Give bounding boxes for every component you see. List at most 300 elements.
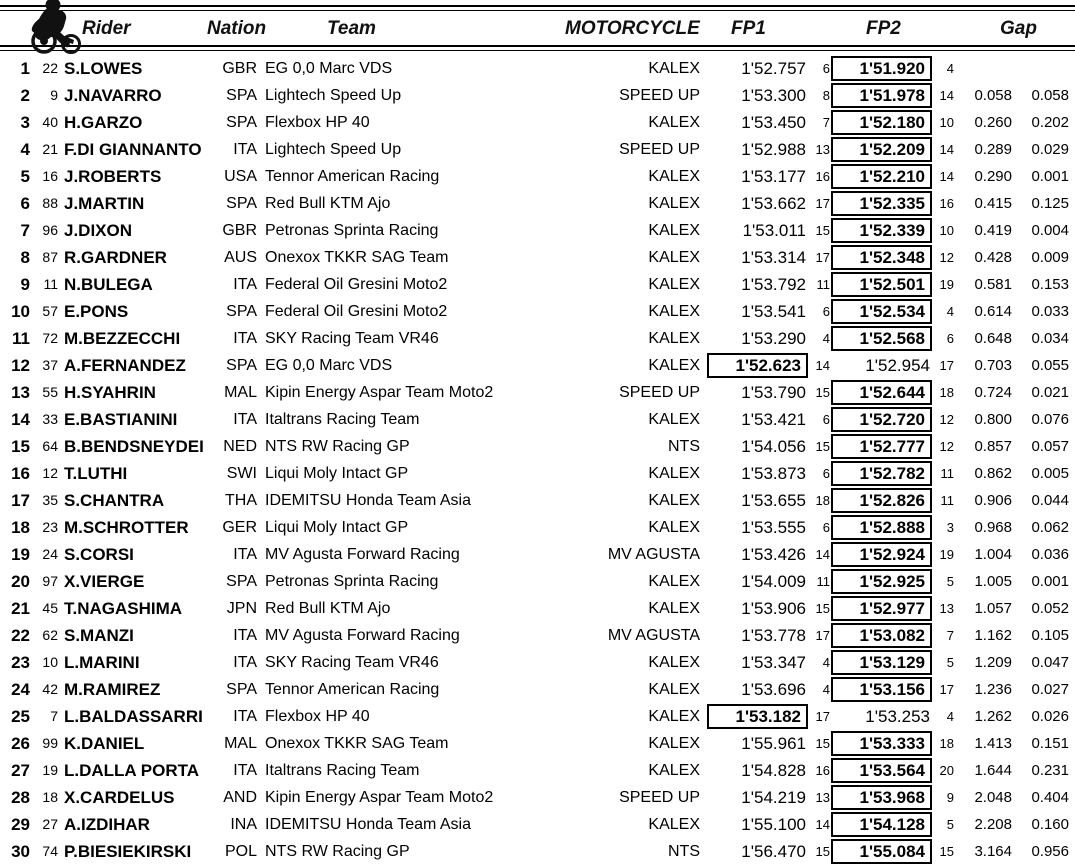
rider-name[interactable]: J.NAVARRO <box>64 86 162 105</box>
fp2-lap-number: 14 <box>939 88 954 103</box>
fp2-time: 1'52.925 <box>831 569 932 594</box>
column-header-nation: Nation <box>207 18 267 39</box>
gap-to-leader: 0.968 <box>974 519 1012 536</box>
fp2-lap-number: 13 <box>939 601 954 616</box>
table-row[interactable] <box>0 730 1075 757</box>
fp2-lap-number: 4 <box>946 304 954 319</box>
rider-nation: SPA <box>226 357 257 374</box>
rider-team: Onexox TKKR SAG Team <box>265 249 449 266</box>
rider-name[interactable]: N.BULEGA <box>64 275 153 294</box>
rider-name[interactable]: J.ROBERTS <box>64 167 162 186</box>
row-position: 30 <box>11 842 30 861</box>
fp2-lap-number: 11 <box>940 493 954 508</box>
motorcycle-make: MV AGUSTA <box>607 627 700 644</box>
fp1-time: 1'53.906 <box>741 599 806 618</box>
gap-to-previous: 0.105 <box>1031 627 1069 644</box>
rider-name[interactable]: A.FERNANDEZ <box>64 356 186 375</box>
rider-number: 62 <box>42 627 58 643</box>
gap-to-leader: 0.058 <box>974 87 1012 104</box>
fp1-time: 1'53.541 <box>741 302 806 321</box>
fp2-time: 1'52.210 <box>831 164 932 189</box>
table-row[interactable] <box>0 325 1075 352</box>
rider-number: 27 <box>42 816 58 832</box>
rider-team: IDEMITSU Honda Team Asia <box>265 492 472 509</box>
rider-number: 74 <box>42 843 58 859</box>
fp1-lap-number: 6 <box>822 520 830 535</box>
rider-nation: ITA <box>233 708 257 725</box>
fp2-time: 1'51.978 <box>831 83 932 108</box>
rider-name[interactable]: H.SYAHRIN <box>64 383 156 402</box>
row-position: 22 <box>11 626 30 645</box>
fp2-time: 1'54.128 <box>831 812 932 837</box>
gap-to-leader: 1.644 <box>974 762 1012 779</box>
fp1-lap-number: 14 <box>815 358 830 373</box>
table-row[interactable] <box>0 190 1075 217</box>
rider-team: IDEMITSU Honda Team Asia <box>265 816 472 833</box>
row-position: 27 <box>11 761 30 780</box>
rider-nation: AUS <box>224 249 257 266</box>
rider-number: 12 <box>42 465 58 481</box>
column-header-fp1: FP1 <box>731 18 766 39</box>
fp2-time: 1'52.954 <box>865 356 930 375</box>
fp2-lap-number: 19 <box>939 547 954 562</box>
motorcycle-make: SPEED UP <box>619 384 700 401</box>
motorcycle-make: SPEED UP <box>619 789 700 806</box>
rider-name[interactable]: S.CORSI <box>64 545 134 564</box>
fp2-time: 1'52.782 <box>831 461 932 486</box>
motorcycle-make: KALEX <box>648 276 700 293</box>
rider-number: 55 <box>42 384 58 400</box>
fp2-time: 1'53.333 <box>831 731 932 756</box>
fp2-time: 1'55.084 <box>831 839 932 864</box>
fp2-lap-number: 4 <box>946 61 954 76</box>
table-row[interactable] <box>0 136 1075 163</box>
rider-name[interactable]: S.CHANTRA <box>64 491 165 510</box>
rider-nation: SPA <box>226 195 257 212</box>
row-position: 12 <box>11 356 30 375</box>
gap-to-previous: 0.033 <box>1031 303 1069 320</box>
gap-to-previous: 0.001 <box>1031 573 1069 590</box>
fp2-time: 1'52.348 <box>831 245 932 270</box>
fp2-time: 1'52.180 <box>831 110 932 135</box>
fp2-lap-number: 10 <box>939 223 954 238</box>
fp1-lap-number: 4 <box>822 331 830 346</box>
rider-number: 23 <box>42 519 58 535</box>
rider-number: 21 <box>42 141 58 157</box>
gap-to-leader: 0.289 <box>974 141 1012 158</box>
motorcycle-make: KALEX <box>648 249 700 266</box>
rider-name[interactable]: L.DALLA PORTA <box>64 761 200 780</box>
row-position: 14 <box>11 410 30 429</box>
fp2-lap-number: 16 <box>939 196 954 211</box>
motorcycle-make: KALEX <box>648 654 700 671</box>
rider-nation: MAL <box>224 735 257 752</box>
table-row[interactable] <box>0 811 1075 838</box>
fp2-lap-number: 18 <box>939 385 954 400</box>
rider-nation: THA <box>225 492 257 509</box>
row-position: 10 <box>11 302 30 321</box>
table-row[interactable] <box>0 514 1075 541</box>
fp2-lap-number: 14 <box>939 169 954 184</box>
fp1-lap-number: 6 <box>822 304 830 319</box>
fp1-time: 1'53.347 <box>741 653 806 672</box>
row-position: 18 <box>11 518 30 537</box>
fp1-lap-number: 15 <box>815 844 830 859</box>
fp2-time: 1'52.977 <box>831 596 932 621</box>
rider-name[interactable]: J.MARTIN <box>64 194 145 213</box>
fp1-lap-number: 13 <box>815 142 830 157</box>
rider-number: 33 <box>42 411 58 427</box>
rider-nation: ITA <box>233 276 257 293</box>
fp2-lap-number: 11 <box>940 466 954 481</box>
row-position: 2 <box>20 86 30 105</box>
rider-team: NTS RW Racing GP <box>265 438 410 455</box>
row-position: 6 <box>20 194 30 213</box>
fp1-lap-number: 14 <box>815 547 830 562</box>
gap-to-leader: 1.004 <box>974 546 1012 563</box>
rider-number: 9 <box>50 87 58 103</box>
fp2-time: 1'52.644 <box>831 380 932 405</box>
fp1-time: 1'54.828 <box>741 761 806 780</box>
table-row[interactable] <box>0 703 1075 730</box>
rider-number: 64 <box>42 438 58 454</box>
fp1-lap-number: 15 <box>815 736 830 751</box>
rider-team: Italtrans Racing Team <box>265 762 420 779</box>
gap-to-previous: 0.151 <box>1031 735 1069 752</box>
row-position: 11 <box>12 329 30 348</box>
fp2-lap-number: 19 <box>939 277 954 292</box>
table-row[interactable] <box>0 82 1075 109</box>
motorcycle-rider-icon <box>24 0 86 55</box>
table-row[interactable] <box>0 622 1075 649</box>
rider-team: Red Bull KTM Ajo <box>265 195 391 212</box>
rider-team: Liqui Moly Intact GP <box>265 519 409 536</box>
row-position: 3 <box>20 113 30 132</box>
gap-to-leader <box>962 55 1012 82</box>
table-row[interactable] <box>0 649 1075 676</box>
gap-to-leader: 0.703 <box>974 357 1012 374</box>
gap-to-leader: 0.415 <box>974 195 1012 212</box>
fp1-time: 1'53.011 <box>742 221 806 240</box>
rider-name[interactable]: M.BEZZECCHI <box>64 329 181 348</box>
fp1-lap-number: 6 <box>822 466 830 481</box>
rider-name[interactable]: T.NAGASHIMA <box>64 599 183 618</box>
table-row[interactable] <box>0 676 1075 703</box>
gap-to-previous: 0.052 <box>1031 600 1069 617</box>
fp1-lap-number: 7 <box>822 115 830 130</box>
rider-name[interactable]: A.IZDIHAR <box>64 815 150 834</box>
rider-nation: ITA <box>233 654 257 671</box>
rider-team: Lightech Speed Up <box>265 141 402 158</box>
rider-team: Tennor American Racing <box>265 681 440 698</box>
fp1-lap-number: 11 <box>816 574 830 589</box>
row-position: 9 <box>20 275 30 294</box>
fp1-time: 1'53.792 <box>741 275 806 294</box>
motorcycle-make: KALEX <box>648 708 700 725</box>
gap-to-previous: 0.202 <box>1031 114 1069 131</box>
rider-team: Liqui Moly Intact GP <box>265 465 409 482</box>
fp2-lap-number: 18 <box>939 736 954 751</box>
fp1-lap-number: 14 <box>815 817 830 832</box>
table-row[interactable] <box>0 244 1075 271</box>
motorcycle-make: MV AGUSTA <box>607 546 700 563</box>
fp1-lap-number: 16 <box>815 763 830 778</box>
row-position: 28 <box>11 788 30 807</box>
gap-to-leader: 2.208 <box>974 816 1012 833</box>
rider-team: Flexbox HP 40 <box>265 708 370 725</box>
fp1-lap-number: 16 <box>815 169 830 184</box>
table-row[interactable] <box>0 433 1075 460</box>
gap-to-previous: 0.160 <box>1031 816 1069 833</box>
fp1-time: 1'53.182 <box>707 704 808 729</box>
rider-nation: ITA <box>233 330 257 347</box>
motorcycle-make: KALEX <box>648 357 700 374</box>
gap-to-leader: 1.057 <box>974 600 1012 617</box>
motorcycle-make: NTS <box>668 843 700 860</box>
column-header-fp2: FP2 <box>866 18 901 39</box>
row-position: 16 <box>11 464 30 483</box>
rider-name[interactable]: S.MANZI <box>64 626 134 645</box>
rider-team: Federal Oil Gresini Moto2 <box>265 303 448 320</box>
fp2-time: 1'53.129 <box>831 650 932 675</box>
rider-name[interactable]: X.VIERGE <box>64 572 145 591</box>
rider-number: 10 <box>42 654 58 670</box>
table-row[interactable] <box>0 568 1075 595</box>
motorcycle-make: KALEX <box>648 573 700 590</box>
row-position: 15 <box>11 437 30 456</box>
fp2-lap-number: 15 <box>939 844 954 859</box>
motorcycle-make: NTS <box>668 438 700 455</box>
rider-nation: SPA <box>226 573 257 590</box>
rider-team: EG 0,0 Marc VDS <box>265 357 393 374</box>
motorcycle-make: KALEX <box>648 411 700 428</box>
fp2-time: 1'52.568 <box>831 326 932 351</box>
rider-name[interactable]: J.DIXON <box>64 221 133 240</box>
results-rows <box>0 55 1075 865</box>
table-row[interactable] <box>0 487 1075 514</box>
row-position: 5 <box>20 167 30 186</box>
fp1-time: 1'53.873 <box>741 464 806 483</box>
fp1-time: 1'52.988 <box>741 140 806 159</box>
table-row[interactable] <box>0 163 1075 190</box>
fp2-time: 1'52.501 <box>831 272 932 297</box>
rider-name[interactable]: E.PONS <box>64 302 129 321</box>
column-header-rider: Rider <box>82 18 131 39</box>
rider-nation: SPA <box>226 303 257 320</box>
row-position: 4 <box>20 140 30 159</box>
motorcycle-make: KALEX <box>648 330 700 347</box>
table-row[interactable] <box>0 595 1075 622</box>
rider-team: SKY Racing Team VR46 <box>265 654 439 671</box>
table-row[interactable] <box>0 217 1075 244</box>
rider-number: 24 <box>42 546 58 562</box>
rider-number: 40 <box>42 114 58 130</box>
table-row[interactable] <box>0 757 1075 784</box>
rider-name[interactable]: X.CARDELUS <box>64 788 175 807</box>
motorcycle-make: KALEX <box>648 222 700 239</box>
fp2-lap-number: 7 <box>946 628 954 643</box>
fp1-time: 1'53.778 <box>741 626 806 645</box>
fp2-lap-number: 12 <box>939 250 954 265</box>
row-position: 29 <box>11 815 30 834</box>
gap-to-leader: 0.648 <box>974 330 1012 347</box>
motorcycle-make: KALEX <box>648 60 700 77</box>
table-row[interactable] <box>0 460 1075 487</box>
motorcycle-make: KALEX <box>648 492 700 509</box>
rider-name[interactable]: F.DI GIANNANTO <box>64 140 202 159</box>
fp1-time: 1'55.100 <box>741 815 806 834</box>
fp1-lap-number: 15 <box>815 601 830 616</box>
fp2-lap-number: 9 <box>946 790 954 805</box>
motorcycle-make: KALEX <box>648 465 700 482</box>
fp1-time: 1'52.757 <box>741 59 806 78</box>
motorcycle-make: KALEX <box>648 519 700 536</box>
rider-nation: NED <box>223 438 257 455</box>
rider-nation: ITA <box>233 141 257 158</box>
row-position: 20 <box>11 572 30 591</box>
fp2-time: 1'52.924 <box>831 542 932 567</box>
table-row[interactable] <box>0 838 1075 865</box>
rider-number: 57 <box>42 303 58 319</box>
motorcycle-make: KALEX <box>648 762 700 779</box>
gap-to-previous: 0.125 <box>1031 195 1069 212</box>
fp1-time: 1'54.219 <box>741 788 806 807</box>
rider-name[interactable]: B.BENDSNEYDEI <box>64 437 204 456</box>
gap-to-leader: 1.162 <box>974 627 1012 644</box>
gap-to-previous: 0.044 <box>1031 492 1069 509</box>
rider-name[interactable]: L.BALDASSARRI <box>64 707 203 726</box>
rider-nation: JPN <box>226 600 257 617</box>
fp1-time: 1'53.300 <box>741 86 806 105</box>
rider-name[interactable]: S.LOWES <box>64 59 143 78</box>
rider-nation: POL <box>224 843 257 860</box>
rider-name[interactable]: T.LUTHI <box>64 464 128 483</box>
table-row[interactable] <box>0 352 1075 379</box>
rider-team: MV Agusta Forward Racing <box>265 627 460 644</box>
rider-nation: ITA <box>233 546 257 563</box>
rider-number: 72 <box>42 330 58 346</box>
gap-to-leader: 3.164 <box>974 843 1012 860</box>
fp2-time: 1'52.720 <box>831 407 932 432</box>
row-position: 24 <box>11 680 30 699</box>
fp1-time: 1'53.177 <box>741 167 806 186</box>
rider-name[interactable]: L.MARINI <box>64 653 140 672</box>
table-row[interactable] <box>0 784 1075 811</box>
rider-nation: MAL <box>224 384 257 401</box>
rider-name[interactable]: M.SCHROTTER <box>64 518 189 537</box>
rider-number: 22 <box>42 60 58 76</box>
gap-to-previous: 0.057 <box>1031 438 1069 455</box>
rider-name[interactable]: H.GARZO <box>64 113 143 132</box>
rider-nation: GER <box>222 519 257 536</box>
rider-team: Kipin Energy Aspar Team Moto2 <box>265 789 494 806</box>
fp1-lap-number: 13 <box>815 790 830 805</box>
fp1-time: 1'56.470 <box>741 842 806 861</box>
rider-nation: GBR <box>222 60 257 77</box>
gap-to-leader: 0.290 <box>974 168 1012 185</box>
fp2-lap-number: 3 <box>946 520 954 535</box>
fp1-lap-number: 15 <box>815 385 830 400</box>
rider-name[interactable]: M.RAMIREZ <box>64 680 161 699</box>
gap-to-leader: 0.260 <box>974 114 1012 131</box>
fp1-lap-number: 11 <box>816 277 830 292</box>
rider-name[interactable]: E.BASTIANINI <box>64 410 178 429</box>
rider-team: Onexox TKKR SAG Team <box>265 735 449 752</box>
rider-name[interactable]: R.GARDNER <box>64 248 167 267</box>
gap-to-previous: 0.026 <box>1031 708 1069 725</box>
fp1-time: 1'53.790 <box>741 383 806 402</box>
fp1-lap-number: 4 <box>822 655 830 670</box>
motorcycle-make: KALEX <box>648 600 700 617</box>
gap-to-previous <box>1019 55 1069 82</box>
fp2-time: 1'52.335 <box>831 191 932 216</box>
row-position: 25 <box>11 707 30 726</box>
table-row[interactable] <box>0 109 1075 136</box>
fp2-time: 1'53.156 <box>831 677 932 702</box>
gap-to-leader: 0.724 <box>974 384 1012 401</box>
rider-nation: SPA <box>226 114 257 131</box>
fp2-lap-number: 12 <box>939 412 954 427</box>
fp2-time: 1'53.253 <box>865 707 930 726</box>
table-row[interactable] <box>0 541 1075 568</box>
row-position: 23 <box>11 653 30 672</box>
fp2-lap-number: 5 <box>946 817 954 832</box>
fp2-time: 1'53.564 <box>831 758 932 783</box>
table-row[interactable] <box>0 379 1075 406</box>
gap-to-previous: 0.055 <box>1031 357 1069 374</box>
fp1-time: 1'53.555 <box>741 518 806 537</box>
rider-name[interactable]: P.BIESIEKIRSKI <box>64 842 192 861</box>
table-row[interactable] <box>0 298 1075 325</box>
gap-to-leader: 0.857 <box>974 438 1012 455</box>
rider-team: Italtrans Racing Team <box>265 411 420 428</box>
fp2-lap-number: 5 <box>946 655 954 670</box>
rider-name[interactable]: K.DANIEL <box>64 734 145 753</box>
gap-to-previous: 0.036 <box>1031 546 1069 563</box>
gap-to-leader: 1.005 <box>974 573 1012 590</box>
fp2-time: 1'51.920 <box>831 56 932 81</box>
fp1-time: 1'53.662 <box>741 194 806 213</box>
gap-to-previous: 0.153 <box>1031 276 1069 293</box>
fp1-lap-number: 6 <box>822 412 830 427</box>
fp1-time: 1'53.421 <box>741 410 806 429</box>
rider-nation: ITA <box>233 627 257 644</box>
gap-to-leader: 1.262 <box>974 708 1012 725</box>
rider-nation: GBR <box>222 222 257 239</box>
column-header-team: Team <box>327 18 376 39</box>
motorcycle-make: KALEX <box>648 735 700 752</box>
rider-number: 7 <box>50 708 58 724</box>
fp1-time: 1'53.314 <box>741 248 806 267</box>
table-row[interactable] <box>0 406 1075 433</box>
gap-to-previous: 0.058 <box>1031 87 1069 104</box>
fp2-time: 1'53.968 <box>831 785 932 810</box>
gap-to-leader: 0.428 <box>974 249 1012 266</box>
rider-number: 16 <box>42 168 58 184</box>
table-row[interactable] <box>0 55 1075 82</box>
fp2-time: 1'52.826 <box>831 488 932 513</box>
gap-to-previous: 0.027 <box>1031 681 1069 698</box>
rider-number: 88 <box>42 195 58 211</box>
fp1-lap-number: 15 <box>815 223 830 238</box>
gap-to-previous: 0.047 <box>1031 654 1069 671</box>
fp2-lap-number: 17 <box>939 682 954 697</box>
motorcycle-make: SPEED UP <box>619 87 700 104</box>
rider-team: Kipin Energy Aspar Team Moto2 <box>265 384 494 401</box>
table-row[interactable] <box>0 271 1075 298</box>
rider-team: NTS RW Racing GP <box>265 843 410 860</box>
motorcycle-make: KALEX <box>648 816 700 833</box>
